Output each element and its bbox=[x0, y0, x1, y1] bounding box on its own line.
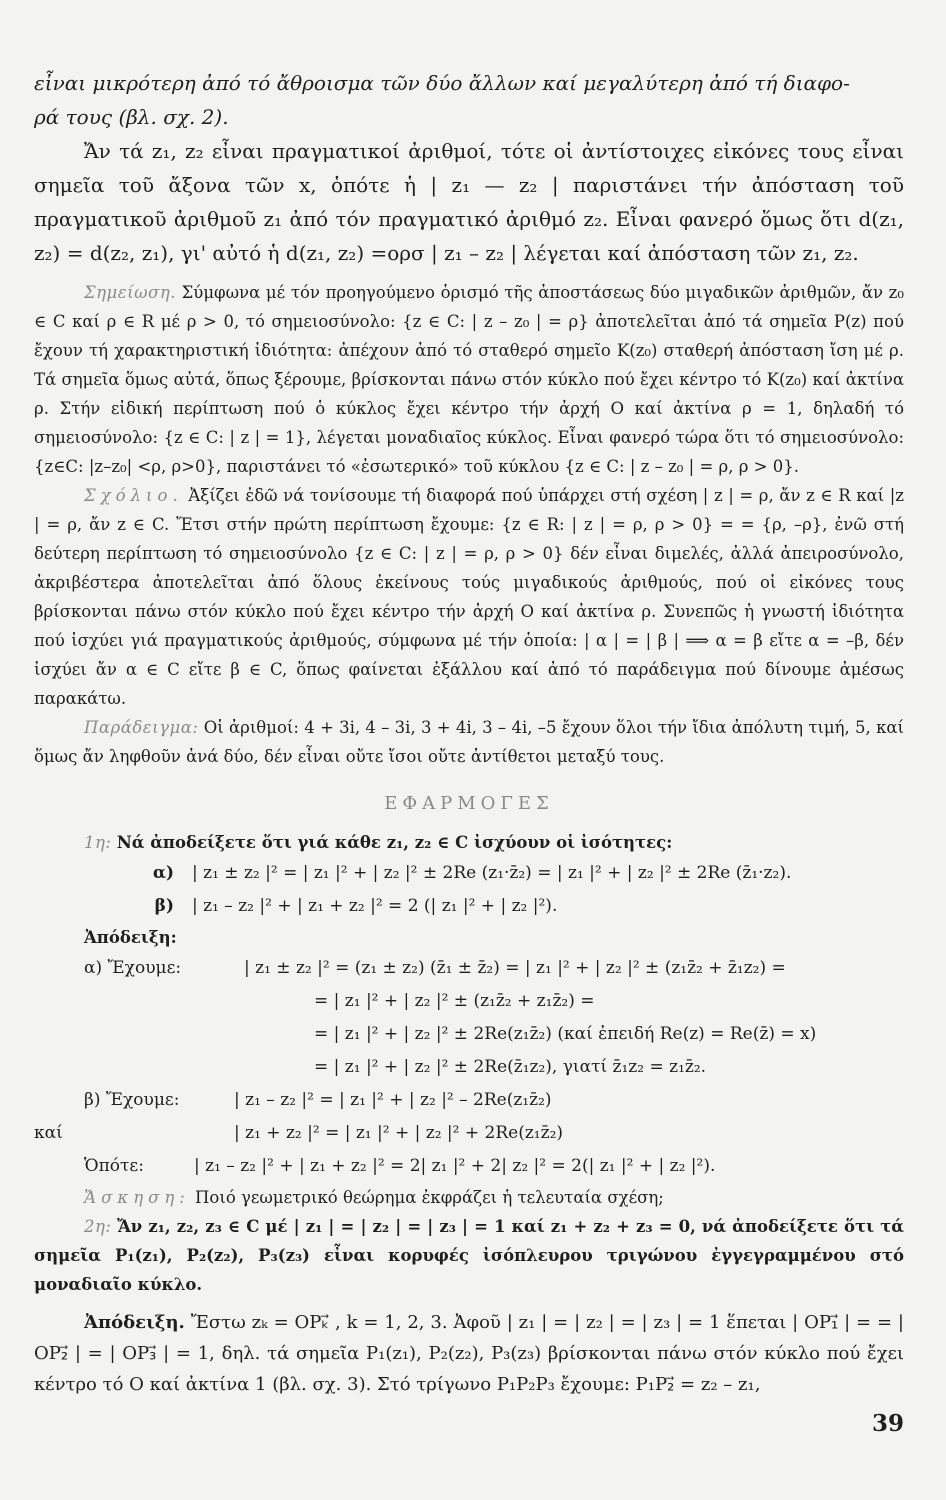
intro-paragraph: Ἄν τά z₁, z₂ εἶναι πραγματικοί ἀριθμοί, τότε οἱ ἀντίστοιχες εἰκόνες τους εἶναι σημεῖα τοῦ ἄξονα τῶν x, ὁπότε ἡ | z₁ — z₂ | παριστάνει τήν ἀπόσταση τοῦ πραγματικοῦ ἀριθμοῦ z₁ ἀπό τόν πραγματικό ἀριθμό z₂. Εἶναι φανερό ὅμως ὅτι d(z₁, z₂) = d(z₂, z₁), γι' αὐτό ἡ d(z₁, z₂) =ορσ | z₁ – z₂ | λέγεται καί ἀπόσταση τῶν z₁, z₂. bbox=[34, 139, 904, 265]
exercise-2-proof bbox=[34, 1307, 904, 1400]
proof-b-label: β) Ἔχουμε: bbox=[84, 1090, 180, 1110]
exercise-question-label: Ἄσκηση: bbox=[84, 1188, 190, 1207]
applications-heading: ΕΦΑΡΜΟΓΕΣ bbox=[384, 793, 554, 814]
exercise-question-text: Ποιό γεωμετρικό θεώρημα ἐκφράζει ἡ τελευταία σχέση; bbox=[195, 1188, 664, 1207]
comment-paragraph bbox=[34, 481, 904, 713]
exercise-2-statement bbox=[34, 1212, 904, 1299]
proof-a-line-3 bbox=[314, 1018, 904, 1051]
note-paragraph bbox=[34, 278, 904, 481]
proof-b-line-3 bbox=[84, 1150, 904, 1183]
proof-a-line-2 bbox=[314, 985, 904, 1018]
exercise-2-proof-text: Ἔστω zₖ = OPₖ⃗ , k = 1, 2, 3. Ἀφοῦ | z₁ | = | z₂ | = | z₃ | = 1 ἕπεται | OP₁⃗ | = = | OP₂⃗ | = | OP₃⃗ | = 1, δηλ. τά σημεῖα P₁(z₁), P₂(z₂), P₃(z₃) βρίσκονται πάνω στόν κύκλο πού ἔχει κέντρο τό O καί ἀκτίνα 1 (βλ. σχ. 3). Στό τρίγωνο P₁P₂P₃ ἔχουμε: P₁P₂⃗ = z₂ – z₁, bbox=[34, 1312, 905, 1395]
exercise-2-label: 2η: bbox=[84, 1217, 112, 1236]
page-content bbox=[34, 66, 904, 1400]
note-text: Σύμφωνα μέ τόν προηγούμενο ὁρισμό τῆς ἀποστάσεως δύο μιγαδικῶν ἀριθμῶν, ἄν z₀ ∈ C καί ρ ∈ R μέ ρ > 0, τό σημειοσύνολο: {z ∈ C: | z – z₀ | = ρ} ἀποτελεῖται ἀπό τά σημεῖα P(z) πού ἔχουν τή χαρακτηριστική ἰδιότητα: ἀπέχουν ἀπό τό σταθερό σημεῖο K(z₀) σταθερή ἀπόσταση ἴση μέ ρ. Τά σημεῖα ὅμως αὐτά, ὅπως ξέρουμε, βρίσκονται πάνω στόν κύκλο πού ἔχει κέντρο τό K(z₀) καί ἀκτίνα ρ. Στήν εἰδική περίπτωση πού ὁ κύκλος ἔχει κέντρο τήν ἀρχή O καί ἀκτίνα ρ = 1, δηλαδή τό σημειοσύνολο: {z ∈ C: | z | = 1}, λέγεται μοναδιαῖος κύκλος. Εἶναι φανερό τώρα ὅτι τό σημειοσύνολο: {z∈C: |z–z₀| <ρ, ρ>0}, παριστάνει τό «ἐσωτερικό» τοῦ κύκλου {z ∈ C: | z – z₀ | = ρ, ρ > 0}. bbox=[34, 283, 904, 476]
proof-a-eq-4: = | z₁ |² + | z₂ |² ± 2Re(z̄₁z₂), γιατί z̄₁z₂ = z₁z̄₂. bbox=[314, 1057, 707, 1077]
proof-a-line-1 bbox=[84, 952, 904, 985]
intro-line-1: εἶναι μικρότερη ἀπό τό ἄθροισμα τῶν δύο ἄλλων καί μεγαλύτερη ἀπό τή διαφο- bbox=[34, 71, 850, 95]
item-b-label: β) bbox=[154, 896, 174, 916]
exercise-1-label: 1η: bbox=[84, 833, 112, 852]
example-paragraph bbox=[34, 713, 904, 771]
comment-label: Σχόλιο. bbox=[84, 486, 183, 505]
intro-line-2: ρά τους (βλ. σχ. 2). bbox=[34, 105, 229, 129]
proof-a-eq-1: | z₁ ± z₂ |² = (z₁ ± z₂) (z̄₁ ± z̄₂) = | z₁ |² + | z₂ |² ± (z₁z̄₂ + z̄₁z₂) = bbox=[244, 958, 786, 978]
proof-b-line-2 bbox=[34, 1117, 904, 1150]
item-a-label: α) bbox=[152, 863, 174, 883]
proof-b-eq-2: | z₁ + z₂ |² = | z₁ |² + | z₂ |² + 2Re(z₁z̄₂) bbox=[234, 1123, 564, 1143]
exercise-question bbox=[84, 1183, 904, 1212]
proof-a-eq-2: = | z₁ |² + | z₂ |² ± (z₁z̄₂ + z₁z̄₂) = bbox=[314, 991, 595, 1011]
proof-b-eq-3: | z₁ – z₂ |² + | z₁ + z₂ |² = 2| z₁ |² + 2| z₂ |² = 2(| z₁ |² + | z₂ |²). bbox=[194, 1156, 716, 1176]
example-label: Παράδειγμα: bbox=[84, 718, 199, 737]
example-text: Οἱ ἀριθμοί: 4 + 3i, 4 – 3i, 3 + 4i, 3 – 4i, –5 ἔχουν ὅλοι τήν ἴδια ἀπόλυτη τιμή, 5, καί ὅμως ἄν ληφθοῦν ἀνά δύο, δέν εἶναι οὔτε ἴσοι οὔτε ἀντίθετοι μεταξύ τους. bbox=[34, 718, 904, 766]
exercise-1-statement bbox=[34, 828, 904, 857]
so-label: Ὁπότε: bbox=[84, 1156, 144, 1176]
exercise-1-item-a bbox=[34, 857, 904, 890]
exercise-1-item-b bbox=[34, 890, 904, 923]
proof-1-label: Ἀπόδειξη: bbox=[84, 928, 177, 947]
note-label: Σημείωση. bbox=[84, 283, 176, 302]
proof-a-eq-3: = | z₁ |² + | z₂ |² ± 2Re(z₁z̄₂) (καί ἐπειδή Re(z) = Re(z̄) = x) bbox=[314, 1024, 817, 1044]
exercise-2-text: Ἄν z₁, z₂, z₃ ∈ C μέ | z₁ | = | z₂ | = | z₃ | = 1 καί z₁ + z₂ + z₃ = 0, νά ἀποδείξετε ὅτι τά σημεῖα P₁(z₁), P₂(z₂), P₃(z₃) εἶναι κορυφές ἰσόπλευρου τριγώνου ἐγγεγραμμένου στό μοναδιαῖο κύκλο. bbox=[34, 1217, 904, 1294]
and-label: καί bbox=[34, 1123, 63, 1143]
proof-a-label: α) Ἔχουμε: bbox=[84, 958, 182, 978]
page-number: 39 bbox=[871, 1410, 904, 1437]
proof-b-line-1 bbox=[84, 1084, 904, 1117]
exercise-1-text: Νά ἀποδείξετε ὅτι γιά κάθε z₁, z₂ ∈ C ἰσχύουν οἱ ἰσότητες: bbox=[116, 833, 673, 852]
exercise-2-proof-label: Ἀπόδειξη. bbox=[84, 1312, 185, 1333]
comment-text: Ἀξίζει ἐδῶ νά τονίσουμε τή διαφορά πού ὑπάρχει στή σχέση | z | = ρ, ἄν z ∈ R καί |z | = ρ, ἄν z ∈ C. Ἔτσι στήν πρώτη περίπτωση ἔχουμε: {z ∈ R: | z | = ρ, ρ > 0} = = {ρ, –ρ}, ἐνῶ στή δεύτερη περίπτωση τό σημειοσύνολο {z ∈ C: | z | = ρ, ρ > 0} δέν εἶναι διμελές, ἀλλά ἀπειροσύνολο, ἀκριβέστερα ἀποτελεῖται ἀπό ὅλους ἐκείνους τούς μιγαδικούς ἀριθμούς, πού οἱ εἰκόνες τους βρίσκονται πάνω στόν κύκλο πού ἔχει κέντρο τήν ἀρχή O καί ἀκτίνα ρ. Συνεπῶς ἡ γνωστή ἰδιότητα πού ἰσχύει γιά πραγματικούς ἀριθμούς, σύμφωνα μέ τήν ὁποία: | α | = | β | ⟹ α = β εἴτε α = –β, δέν ἰσχύει ἄν α ∈ C εἴτε β ∈ C, ὅπως φαίνεται ἐξάλλου καί ἀπό τό παράδειγμα πού δίνουμε ἀμέσως παρακάτω. bbox=[34, 486, 904, 708]
item-b-equation: | z₁ – z₂ |² + | z₁ + z₂ |² = 2 (| z₁ |² + | z₂ |²). bbox=[192, 896, 558, 916]
proof-a-line-4 bbox=[314, 1051, 904, 1084]
item-a-equation: | z₁ ± z₂ |² = | z₁ |² + | z₂ |² ± 2Re (z₁·z̄₂) = | z₁ |² + | z₂ |² ± 2Re (z̄₁·z₂). bbox=[192, 863, 792, 883]
proof-b-eq-1: | z₁ – z₂ |² = | z₁ |² + | z₂ |² – 2Re(z₁z̄₂) bbox=[234, 1090, 552, 1110]
